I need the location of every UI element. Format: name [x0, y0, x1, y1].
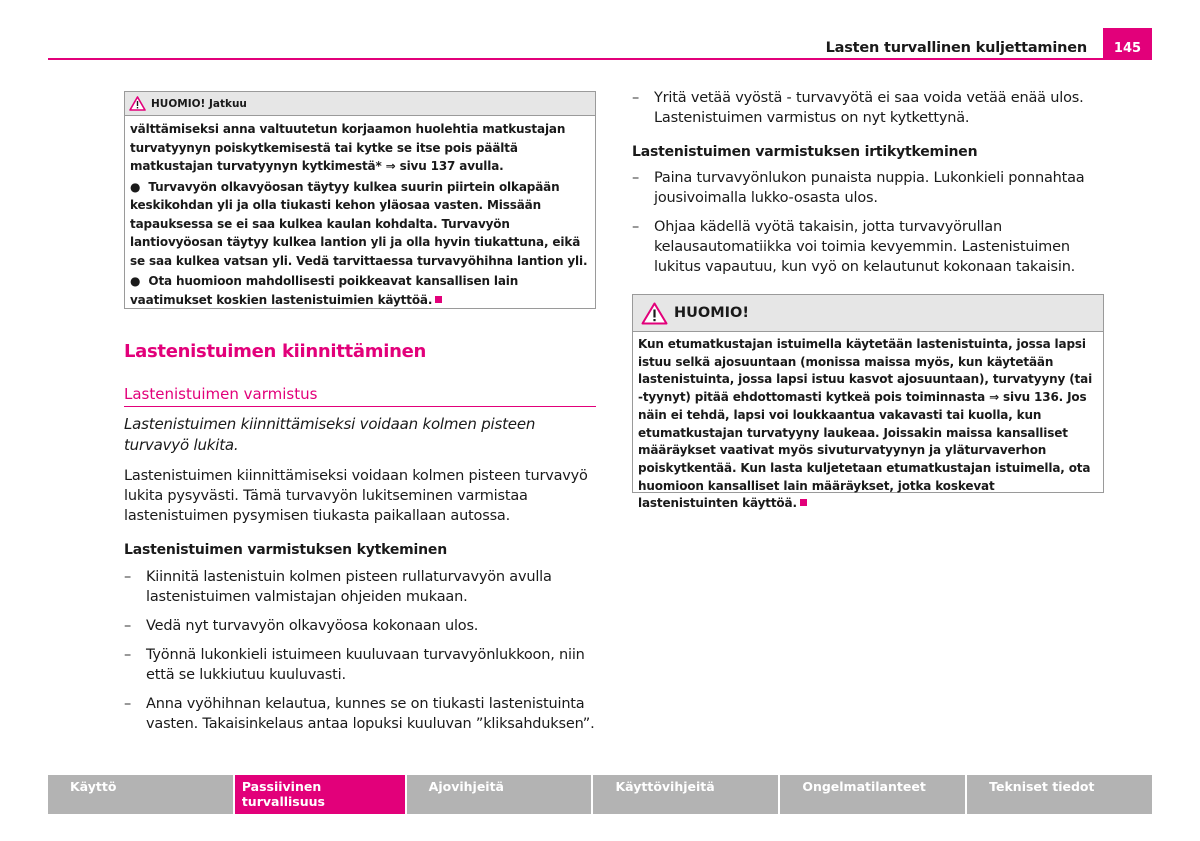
- list-item: – Anna vyöhihnan kelautua, kunnes se on tiukasti lastenistuinta vasten. Takaisinkelaus antaa lopuksi kuuluvan ”kliksahduksen”.: [124, 694, 596, 734]
- body-paragraph: Lastenistuimen kiinnittämiseksi voidaan kolmen pisteen turvavyö lukita pysyvästi. Tämä turvavyön lukitseminen varmistaa lastenistuimen pysymisen tiukasta paikallaan autossa.: [124, 468, 588, 524]
- warning-paragraph: [638, 336, 1098, 513]
- end-marker-icon: [800, 499, 807, 506]
- nav-tab-ongelmatilanteet[interactable]: Ongelmatilanteet: [780, 775, 965, 814]
- warning-text: Kun etumatkustajan istuimella käytetään lastenistuinta, jossa lapsi istuu selkä ajosuuntaan (monissa maissa myös, kun käytetään lastenistuinta, jossa lapsi istuu kasvot ajosuuntaan), turvatyyny (tai -tyynyt) pitää ehdottomasti kytkeä pois toiminnasta ⇒ sivu 136. Jos näin ei tehdä, lapsi voi loukkaantua vakavasti tai kuolla, kun etumatkustajan turvatyyny laukeaa. Joissakin maissa kansalliset määräykset vaativat myös sivuturvatyynyn ja yläturvaverhon poiskytkentää. Kun lasta kuljetetaan etumatkustajan istuimella, ota huomioon kansalliset lain määräykset, jotka koskevat lastenistuinten käyttöä.: [638, 337, 1093, 511]
- list-item: – Vedä nyt turvavyön olkavyöosa kokonaan ulos.: [124, 616, 596, 636]
- warning-paragraph: välttämiseksi anna valtuutetun korjaamon huolehtia matkustajan turvatyynyn poiskytkemisestä tai kytke se itse pois päältä matkustajan turvatyynyn kytkimestä* ⇒ sivu 137 avulla.: [130, 122, 566, 173]
- list-item: – Paina turvavyönlukon punaista nuppia. Lukonkieli ponnahtaa jousivoimalla lukko-osasta ulos.: [632, 168, 1104, 208]
- list-item: – Yritä vetää vyöstä - turvavyötä ei saa voida vetää enää ulos. Lastenistuimen varmistus on nyt kytkettynä.: [632, 88, 1104, 128]
- lock-steps: [124, 567, 596, 743]
- header-rule: [48, 58, 1152, 60]
- warning-box-header: [125, 92, 595, 116]
- page-number: 145: [1103, 28, 1152, 60]
- warning-bullet-text: Ota huomioon mahdollisesti poikkeavat kansallisen lain vaatimukset koskien lastenistuimien käyttöä.: [130, 274, 519, 307]
- warning-bullet-text: Turvavyön olkavyöosan täytyy kulkea suurin piirtein olkapään keskikohdan yli ja olla tiukasti kehon yläosaa vasten. Missään tapauksessa se ei saa kulkea kaulan kohdalta. Turvavyön lantiovyöosan täytyy kulkea lantion yli ja olla hyvin tiukattuna, eikä se saa kulkea vatsan yli. Vedä tarvittaessa turvavyöhihna lantion yli.: [130, 179, 588, 268]
- list-item: – Kiinnitä lastenistuin kolmen pisteen rullaturvavyön avulla lastenistuimen valmistajan ohjeiden mukaan.: [124, 567, 596, 607]
- warning-triangle-icon: [129, 96, 146, 111]
- bullet-icon: ●: [130, 179, 149, 194]
- warning-box: [632, 294, 1104, 511]
- lock-heading: Lastenistuimen varmistuksen kytkeminen: [124, 542, 447, 558]
- chapter-nav: [48, 775, 1152, 814]
- subsection-rule: [124, 406, 596, 407]
- end-marker-icon: [435, 296, 442, 303]
- lock-steps-continued: [632, 88, 1104, 137]
- warning-box-body: [125, 116, 595, 313]
- list-item: – Ohjaa kädellä vyötä takaisin, jotta turvavyörullan kelausautomatiikka voi toimia kevyemmin. Lastenistuimen lukitus vapautuu, kun vyö on kelautunut kokonaan takaisin.: [632, 217, 1104, 277]
- nav-tab-tekniset-tiedot[interactable]: Tekniset tiedot: [967, 775, 1152, 814]
- list-item: – Työnnä lukonkieli istuimeen kuuluvaan turvavyönlukkoon, niin että se lukkiutuu kuuluvasti.: [124, 645, 596, 685]
- nav-tab-passiivinen-turvallisuus[interactable]: Passiivinen turvallisuus: [235, 775, 405, 814]
- nav-tab-kaytto[interactable]: Käyttö: [48, 775, 233, 814]
- warning-triangle-icon: [641, 302, 668, 325]
- nav-tab-kayttovihjeita[interactable]: Käyttövihjeitä: [593, 775, 778, 814]
- subsection-title: Lastenistuimen varmistus: [124, 385, 318, 403]
- warning-box-header: [633, 295, 1103, 332]
- warning-box-title: HUOMIO!: [674, 305, 749, 321]
- unlock-steps: [632, 168, 1104, 286]
- warning-bullet: [130, 178, 590, 271]
- bullet-icon: ●: [130, 274, 149, 288]
- warning-box-continued: [124, 91, 596, 309]
- unlock-heading: Lastenistuimen varmistuksen irtikytkeminen: [632, 144, 978, 160]
- warning-box-body: [633, 332, 1103, 517]
- page-header-title: Lasten turvallinen kuljettaminen: [825, 40, 1087, 56]
- lead-paragraph: Lastenistuimen kiinnittämiseksi voidaan kolmen pisteen turvavyö lukita.: [124, 415, 536, 454]
- warning-box-title: HUOMIO! Jatkuu: [151, 97, 247, 110]
- section-title: Lastenistuimen kiinnittäminen: [124, 341, 427, 362]
- nav-tab-ajovihjeita[interactable]: Ajovihjeitä: [407, 775, 592, 814]
- warning-bullet: [130, 272, 590, 309]
